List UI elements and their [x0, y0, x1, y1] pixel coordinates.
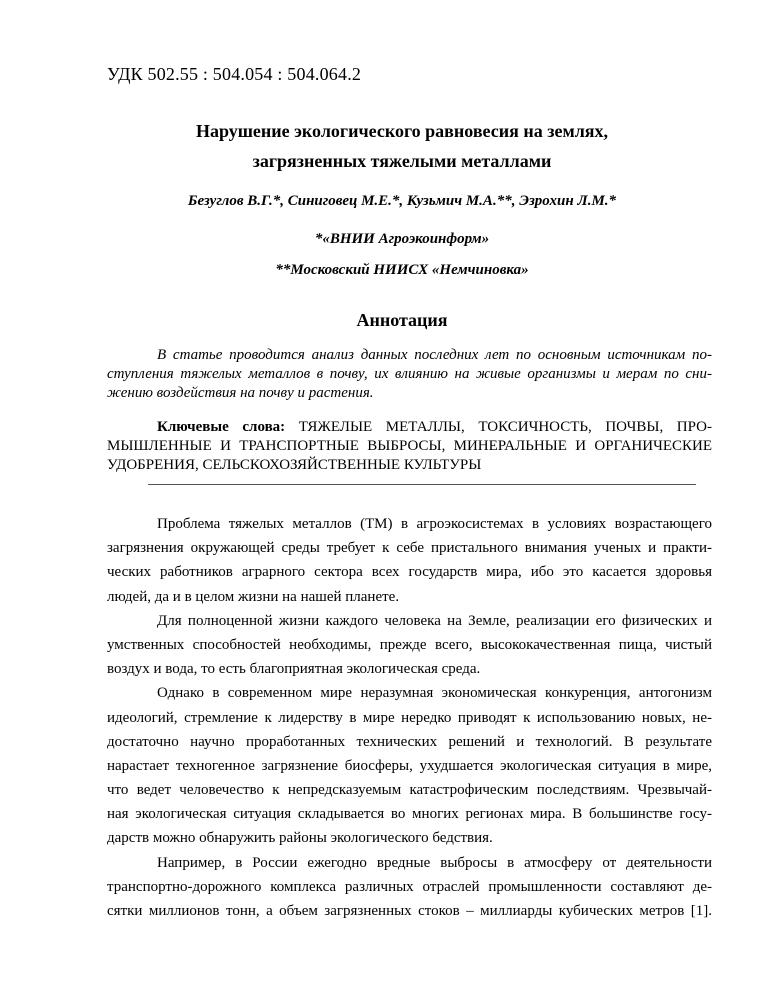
paragraph-line: ческих работников аграрного сектора всех государств мира, ибо это касается здоровья: [107, 564, 712, 581]
paragraph-line: что ведет человечество к непредсказуемым катастрофическим последствиям. Чрезвычай-: [107, 782, 712, 799]
udc-code: УДК 502.55 : 504.054 : 504.064.2: [107, 64, 362, 84]
paragraph-line: загрязнения окружающей среды требует к себе пристального внимания ученых и практи-: [107, 540, 712, 557]
section-divider: [148, 484, 696, 485]
body-text: [107, 512, 712, 923]
paragraph-line: Например, в России ежегодно вредные выбросы в атмосферу от деятельности: [157, 854, 712, 871]
affiliation-2: **Московский НИИСХ «Немчиновка»: [275, 262, 529, 278]
abstract-line: жению воздействия на почву и растения.: [107, 385, 374, 401]
paragraph-line: нарастает техногенное загрязнение биосферы, ухудшается экологическая ситуация в мире,: [107, 757, 712, 774]
abstract-line: ступления тяжелых металлов в почву, их влиянию на живые организмы и мерам по сни-: [107, 366, 712, 382]
article-title-line-2: загрязненных тяжелыми металлами: [252, 151, 552, 171]
paragraph-line: умственных способностей необходимы, прежде всего, высококачественная пища, чистый: [107, 636, 712, 653]
paragraph-line: дарств можно обнаружить районы экологического бедствия.: [107, 830, 493, 847]
keywords-line-1: [107, 418, 712, 437]
keywords-line-3: УДОБРЕНИЯ, СЕЛЬСКОХОЗЯЙСТВЕННЫЕ КУЛЬТУРЫ: [107, 457, 482, 473]
keywords-label: Ключевые слова:: [157, 419, 286, 435]
abstract-text: [107, 346, 712, 403]
paragraph-line: людей, да и в целом жизни на нашей планете.: [107, 588, 400, 605]
author-list: Безуглов В.Г.*, Синиговец М.Е.*, Кузьмич М.А.**, Эзрохин Л.М.*: [187, 193, 617, 209]
keywords-block: [107, 418, 712, 475]
paragraph-line: ная экологическая ситуация складывается во многих регионах мира. В большинстве госу-: [107, 806, 712, 823]
article-title-line-1: Нарушение экологического равновесия на землях,: [195, 121, 609, 141]
keywords-line-2: МЫШЛЕННЫЕ И ТРАНСПОРТНЫЕ ВЫБРОСЫ, МИНЕРАЛЬНЫЕ И ОРГАНИЧЕСКИЕ: [107, 438, 712, 454]
paragraph-line: Проблема тяжелых металлов (ТМ) в агроэкосистемах в условиях возрастающего: [157, 516, 712, 532]
paragraph-line: сятки миллионов тонн, а объем загрязненных стоков – миллиарды кубических метров [1].: [107, 903, 712, 919]
paragraph-line: воздух и вода, то есть благоприятная экологическая среда.: [107, 661, 481, 678]
keywords-text: ТЯЖЕЛЫЕ МЕТАЛЛЫ, ТОКСИЧНОСТЬ, ПОЧВЫ, ПРО-: [298, 419, 712, 435]
paragraph-line: Однако в современном мире неразумная экономическая конкуренция, антогонизм: [157, 685, 712, 702]
affiliation-1: *«ВНИИ Агроэкоинформ»: [314, 231, 490, 247]
paragraph-line: транспортно-дорожного комплекса различных отраслей промышленности составляют де-: [107, 878, 712, 895]
abstract-heading: Аннотация: [356, 310, 448, 330]
paragraph-line: идеологий, стремление к лидерству в мире нередко приводят к использованию новых, не-: [107, 709, 712, 726]
paragraph-line: Для полноценной жизни каждого человека на Земле, реализации его физических и: [157, 612, 712, 629]
abstract-line: В статье проводится анализ данных последних лет по основным источникам по-: [157, 347, 712, 363]
paragraph-line: достаточно научно проработанных технических решений и технологий. В результате: [107, 733, 712, 750]
